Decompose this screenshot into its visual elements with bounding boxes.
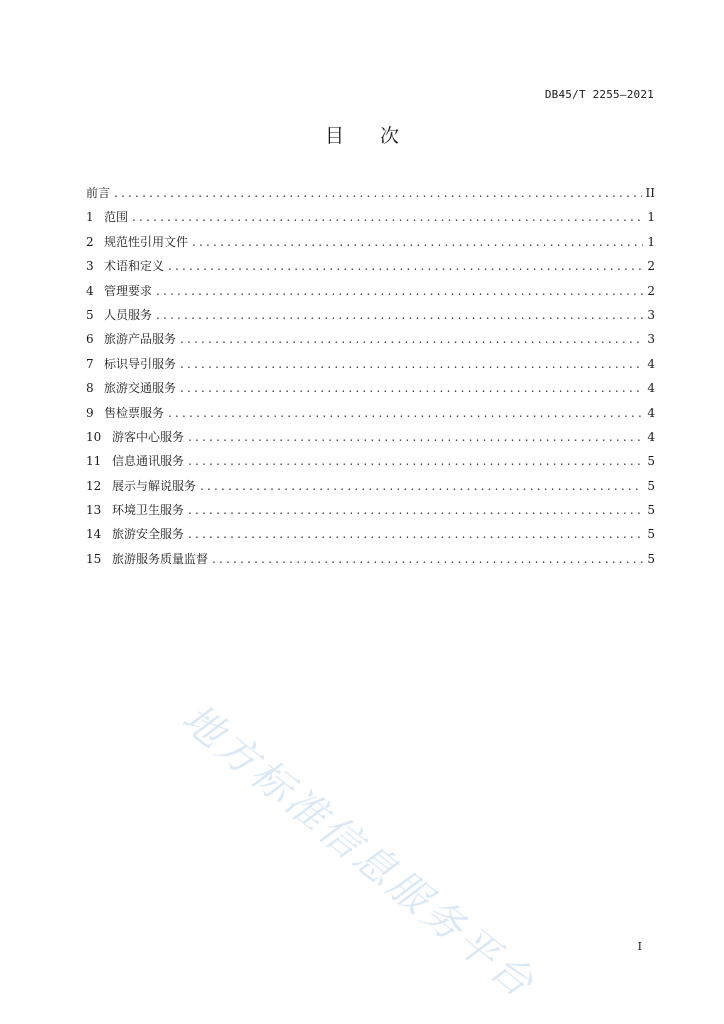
- toc-entry-label: 标识导引服务: [104, 356, 177, 371]
- toc-leader-dots: [168, 405, 643, 422]
- toc-entry-page: 4: [647, 381, 655, 396]
- toc-entry-page: 3: [647, 307, 655, 322]
- document-code: DB45/T 2255—2021: [544, 88, 654, 101]
- toc-entry-page: 4: [647, 405, 655, 420]
- toc-entry[interactable]: [86, 356, 655, 380]
- toc-entry[interactable]: [86, 478, 655, 502]
- toc-entry-page: 5: [647, 454, 655, 469]
- toc-entry-label: 展示与解说服务: [112, 478, 197, 493]
- toc-entry[interactable]: [86, 405, 655, 429]
- toc-entry-label: 信息通讯服务: [112, 454, 185, 469]
- toc-entry-label: 环境卫生服务: [112, 503, 185, 518]
- toc-entry-number: 2: [86, 234, 94, 249]
- page-title-part1: 目: [324, 125, 344, 147]
- toc-entry-number: 14: [86, 527, 102, 542]
- toc-entry-label: 范围: [104, 210, 129, 225]
- toc-leader-dots: [192, 234, 643, 251]
- toc-entry[interactable]: [86, 209, 655, 233]
- toc-entry-label: 旅游服务质量监督: [112, 551, 209, 566]
- toc-entry-page: 5: [647, 551, 655, 566]
- toc-entry[interactable]: [86, 258, 655, 282]
- toc-entry-label: 旅游交通服务: [104, 381, 177, 396]
- toc-entry-page: 4: [647, 356, 655, 371]
- toc-entry-label: 术语和定义: [104, 259, 165, 274]
- toc-entry[interactable]: [86, 380, 655, 404]
- toc-entry-page: 5: [647, 503, 655, 518]
- toc-entry-label: 旅游产品服务: [104, 332, 177, 347]
- toc-entry-page: 2: [647, 259, 655, 274]
- toc-entry-label: 旅游安全服务: [112, 527, 185, 542]
- toc-entry[interactable]: [86, 331, 655, 355]
- toc-entry[interactable]: [86, 429, 655, 453]
- watermark-text: 地方标准信息服务平台: [173, 695, 545, 1008]
- toc-leader-dots: [180, 356, 643, 373]
- toc-entry-number: 15: [86, 551, 102, 566]
- toc-entry-number: 1: [86, 210, 94, 225]
- toc-entry-number: 5: [86, 307, 94, 322]
- toc-entry-number: 13: [86, 503, 102, 518]
- toc-leader-dots: [188, 502, 643, 519]
- toc-entry-number: 4: [86, 283, 94, 298]
- toc-entry[interactable]: [86, 283, 655, 307]
- toc-entry-label: 前言: [86, 186, 111, 200]
- toc-leader-dots: [188, 526, 643, 543]
- toc-entry-number: 7: [86, 356, 94, 371]
- toc-entry-page: 5: [647, 527, 655, 542]
- page-number: I: [637, 940, 642, 953]
- toc-leader-dots: [156, 283, 643, 300]
- toc-entry[interactable]: [86, 502, 655, 526]
- toc-entry-label: 管理要求: [104, 283, 153, 298]
- toc-leader-dots: [188, 429, 643, 446]
- toc-entry-label: 售检票服务: [104, 405, 165, 420]
- toc-entry-number: 12: [86, 478, 102, 493]
- toc-entry[interactable]: [86, 551, 655, 575]
- table-of-contents: [86, 185, 655, 575]
- toc-entry-number: 6: [86, 332, 94, 347]
- toc-entry-page: 4: [647, 429, 655, 444]
- toc-entry-label: 游客中心服务: [112, 429, 185, 444]
- toc-entry-page: 1: [647, 210, 655, 225]
- toc-leader-dots: [132, 209, 643, 226]
- toc-leader-dots: [168, 258, 643, 275]
- toc-leader-dots: [156, 307, 643, 324]
- toc-leader-dots: [188, 453, 643, 470]
- toc-leader-dots: [180, 331, 643, 348]
- toc-entry-label: 规范性引用文件: [104, 234, 189, 249]
- toc-entry-number: 8: [86, 381, 94, 396]
- page-title-part2: 次: [380, 125, 400, 147]
- toc-entry[interactable]: [86, 307, 655, 331]
- toc-entry[interactable]: [86, 453, 655, 477]
- toc-leader-dots: [212, 551, 643, 568]
- toc-entry-page: II: [645, 186, 655, 200]
- toc-entry-page: 1: [647, 234, 655, 249]
- toc-entry[interactable]: [86, 234, 655, 258]
- toc-entry-label: 人员服务: [104, 307, 153, 322]
- toc-entry-number: 9: [86, 405, 94, 420]
- toc-entry-page: 5: [647, 478, 655, 493]
- toc-entry-number: 11: [86, 454, 102, 469]
- toc-entry-page: 3: [647, 332, 655, 347]
- toc-leader-dots: [200, 478, 643, 495]
- page-title: [0, 121, 724, 148]
- toc-entry[interactable]: [86, 185, 655, 209]
- toc-leader-dots: [180, 380, 643, 397]
- toc-entry-page: 2: [647, 283, 655, 298]
- toc-leader-dots: [114, 185, 642, 202]
- toc-entry-number: 3: [86, 259, 94, 274]
- toc-entry[interactable]: [86, 526, 655, 550]
- toc-entry-number: 10: [86, 429, 102, 444]
